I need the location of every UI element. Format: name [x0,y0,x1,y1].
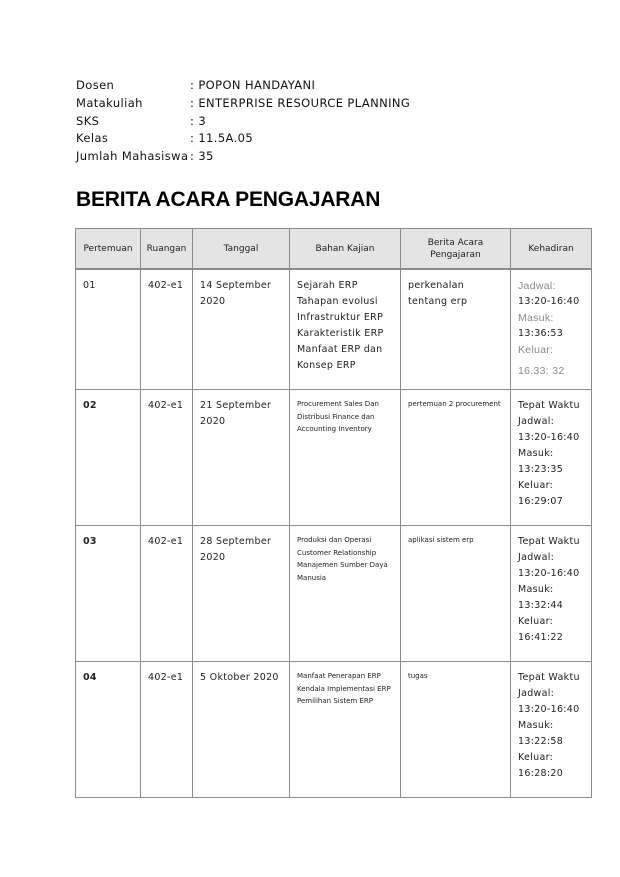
keluar-label: Keluar: [518,616,554,627]
masuk-value: 13:32:44 [518,600,564,611]
cell-bahan-kajian: Produksi dan Operasi Customer Relationship Manajemen Sumber Daya Manusia [290,526,401,662]
cell-tanggal: 28 September 2020 [193,526,290,662]
status-badge: Tepat Waktu [518,536,580,547]
jadwal-value: 13:20-16:40 [518,296,580,307]
cell-berita-acara: tugas [401,662,511,798]
jadwal-label: Jadwal: [518,688,555,699]
cell-tanggal: 14 September 2020 [193,270,290,390]
cell-kehadiran [511,526,592,662]
page-title: BERITA ACARA PENGAJARAN [76,188,381,211]
sks-value: : 3 [190,113,207,128]
cell-ruangan: 402-e1 [141,390,193,526]
cell-pertemuan: 02 [76,390,141,526]
header-berita-acara: Berita Acara Pengajaran [401,229,511,269]
keluar-label: Keluar: [518,480,554,491]
keluar-value: 16:28:20 [518,768,564,779]
table-header-row [76,229,592,269]
table-row [76,526,592,662]
jumlah-value: : 35 [190,149,214,164]
cell-kehadiran [511,270,592,390]
table-row [76,390,592,526]
info-row-matakuliah [76,95,410,113]
cell-berita-acara: aplikasi sistem erp [401,526,511,662]
cell-bahan-kajian: Manfaat Penerapan ERP Kendala Implementasi ERP Pemilihan Sistem ERP [290,662,401,798]
masuk-label: Masuk: [518,584,554,595]
cell-ruangan: 402-e1 [141,270,193,390]
cell-kehadiran [511,390,592,526]
cell-ruangan: 402-e1 [141,526,193,662]
jadwal-label: Jadwal: [518,280,556,292]
cell-kehadiran [511,662,592,798]
header-ruangan: Ruangan [141,229,193,269]
header-kehadiran: Kehadiran [511,229,592,269]
keluar-label: Keluar: [518,344,554,356]
cell-ruangan: 402-e1 [141,662,193,798]
jadwal-value: 13:20-16:40 [518,704,580,715]
keluar-value: 16:41:22 [518,632,564,643]
cell-pertemuan: 01 [76,270,141,390]
status-badge: Tepat Waktu [518,400,580,411]
course-info [76,77,410,166]
masuk-label: Masuk: [518,312,554,324]
dosen-value: : POPON HANDAYANI [190,78,316,92]
masuk-value: 13:36:53 [518,328,564,339]
jumlah-label: Jumlah Mahasiswa [76,149,189,164]
cell-bahan-kajian: Procurement Sales Dan Distribusi Finance dan Accounting Inventory [290,390,401,526]
status-badge: Tepat Waktu [518,672,580,683]
cell-berita-acara: perkenalan tentang erp [401,270,511,390]
cell-pertemuan: 03 [76,526,141,662]
info-row-kelas [76,130,410,148]
jadwal-value: 13:20-16:40 [518,568,580,579]
masuk-label: Masuk: [518,720,554,731]
matakuliah-label: Matakuliah [76,95,143,110]
keluar-value: 16.33: 32 [518,365,565,377]
keluar-value: 16:29:07 [518,496,564,507]
keluar-label: Keluar: [518,752,554,763]
berita-acara-table [75,228,592,798]
cell-pertemuan: 04 [76,662,141,798]
sks-label: SKS [76,113,100,128]
masuk-value: 13:22:58 [518,736,564,747]
kelas-value: : 11.5A.05 [190,131,254,146]
matakuliah-value: : ENTERPRISE RESOURCE PLANNING [190,95,411,110]
jadwal-label: Jadwal: [518,552,555,563]
header-bahan-kajian: Bahan Kajian [290,229,401,269]
masuk-value: 13:23:35 [518,464,564,475]
info-row-dosen [76,77,410,95]
table-row [76,270,592,390]
cell-tanggal: 21 September 2020 [193,390,290,526]
dosen-label: Dosen [76,78,115,92]
info-row-sks [76,113,410,131]
kelas-label: Kelas [76,131,109,146]
header-tanggal: Tanggal [193,229,290,269]
masuk-label: Masuk: [518,448,554,459]
info-row-jumlah [76,148,410,166]
cell-tanggal: 5 Oktober 2020 [193,662,290,798]
cell-berita-acara: pertemuan 2 procurement [401,390,511,526]
header-pertemuan: Pertemuan [76,229,141,269]
table-row [76,662,592,798]
jadwal-value: 13:20-16:40 [518,432,580,443]
cell-bahan-kajian: Sejarah ERP Tahapan evolusi Infrastruktur ERP Karakteristik ERP Manfaat ERP dan Konsep ERP [290,270,401,390]
jadwal-label: Jadwal: [518,416,555,427]
